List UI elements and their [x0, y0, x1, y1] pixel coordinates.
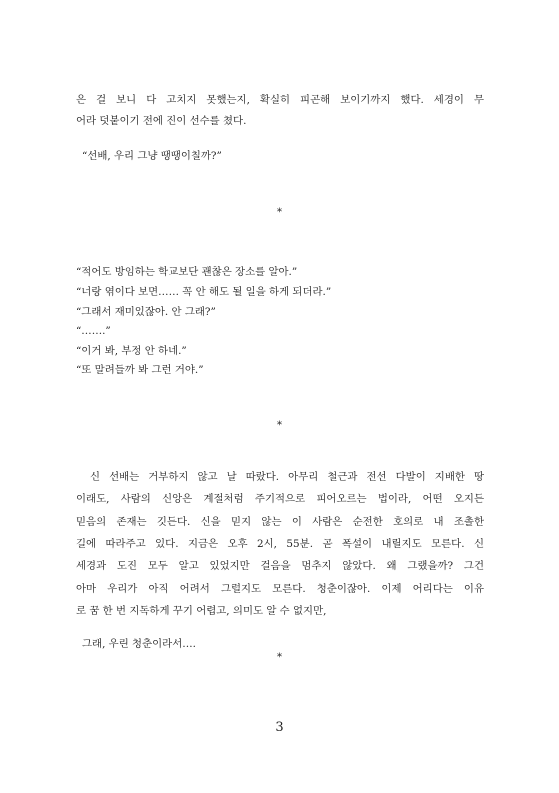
paragraph-line: 세경과 도진 모두 알고 있었지만 걸음을 멈추지 않았다. 왜 그랬을까? 그건	[76, 560, 484, 572]
section-separator: *	[277, 652, 282, 663]
paragraph-line: 길에 따라주고 있다. 지금은 오후 2시, 55분. 곧 폭설이 내릴지도 모른다. 신	[76, 538, 484, 550]
dialogue-line: “선배, 우리 그냥 땡땡이칠까?”	[82, 150, 222, 162]
page-number: 3	[275, 720, 284, 735]
paragraph-line: 신 선배는 거부하지 않고 날 따랐다. 아무리 철근과 전선 다발이 지배한 땅	[90, 471, 484, 483]
dialogue-line: “…….”	[76, 325, 111, 337]
paragraph-line: 아마 우리가 아직 어려서 그럴지도 모른다. 청춘이잖아. 이제 어리다는 이유	[76, 583, 484, 595]
closing-line: 그래, 우린 청춘이라서….	[82, 638, 196, 650]
dialogue-line: “그래서 재미있잖아. 안 그래?”	[76, 306, 216, 318]
dialogue-line: “적어도 방임하는 학교보단 괜찮은 장소를 알아.”	[76, 266, 298, 278]
paragraph-line: 믿음의 존재는 깃든다. 신을 믿지 않는 이 사람은 순전한 호의로 내 조촐한	[76, 516, 484, 528]
paragraph-line: 어라 덧붙이기 전에 진이 선수를 쳤다.	[76, 115, 247, 127]
dialogue-line: “너랑 엮이다 보면…… 꼭 안 해도 될 일을 하게 되더라.”	[76, 286, 332, 298]
paragraph-line: 은 걸 보니 다 고치지 못했는지, 확실히 피곤해 보이기까지 했다. 세경이 무	[76, 94, 484, 106]
paragraph-line: 로 꿈 한 번 지독하게 꾸기 어렵고, 의미도 알 수 없지만,	[76, 605, 327, 617]
paragraph-line: 이래도, 사람의 신앙은 계절처럼 주기적으로 피어오르는 법이라, 어떤 오지든	[76, 493, 484, 505]
dialogue-line: “이거 봐, 부정 안 하네.”	[76, 345, 187, 357]
section-separator: *	[277, 207, 282, 218]
section-separator: *	[277, 420, 282, 431]
dialogue-line: “또 말려들까 봐 그런 거야.”	[76, 364, 204, 376]
